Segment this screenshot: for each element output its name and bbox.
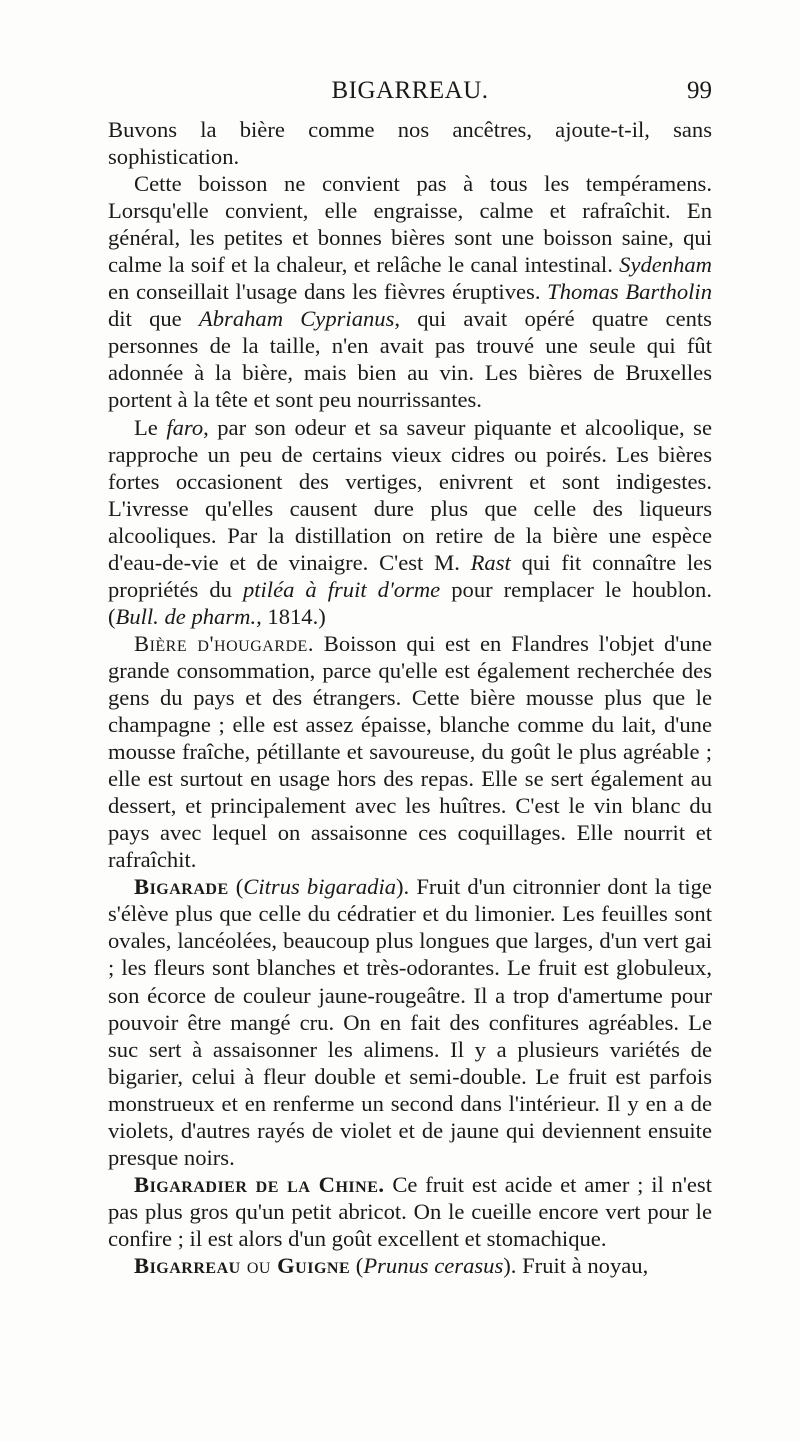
person-name-rast: Rast [470, 549, 511, 575]
entry-headword: Bigaradier de la Chine. [134, 1171, 385, 1197]
term-faro: faro [166, 414, 204, 440]
entry-text: Ce fruit est acide et amer ; il n'est pas plus gros qu'un petit abricot. On le cueille encore vert pour le confire ; il est alors d'un goût excellent et stomachique. [108, 1171, 712, 1251]
text-run: qui fit connaître les propriétés du [108, 549, 712, 602]
entry-text: Boisson qui est en Flandres l'objet d'une grande consommation, parce qu'elle est également recherchée des gens du pays et des étrangers. Cette bière mousse plus que le champagne ; elle est assez épaisse, blanche comme du lait, d'une mousse fraîche, pétillante et savoureuse, du goût le plus agréable ; elle est surtout en usage hors des repas. Elle se sert également au dessert, et principalement avec les huîtres. C'est le vin blanc du pays avec lequel on assaisonne ces coquillages. Elle nourrit et rafraîchit. [108, 630, 712, 873]
paragraph-faro [108, 414, 712, 630]
latin-name: Prunus cerasus [363, 1252, 504, 1278]
running-head [108, 77, 712, 107]
entry-bigaradier-chine [108, 1171, 712, 1252]
text-run: dit que [108, 306, 199, 332]
entry-headword: Bière d'hougarde. [134, 630, 314, 656]
entry-headword-alt: Guigne [277, 1252, 351, 1278]
entry-bigarade [108, 873, 712, 1171]
text-run: , par son odeur et sa saveur piquante et alcoolique, se rapproche un peu de certains vieux cidres ou poirés. Les bières fortes occasionent des vertiges, enivrent et sont indigestes. L'ivresse qu'elles causent dure plus que celle des liqueurs alcooliques. Par la distillation on retire de la bière une espèce d'eau-de-vie et de vinaigre. C'est M. [108, 414, 712, 575]
latin-name: Citrus bigaradia [243, 874, 397, 900]
page-number: 99 [687, 77, 712, 104]
person-name-sydenham: Sydenham [619, 252, 712, 278]
text-run: ou [240, 1252, 278, 1278]
paragraph-beer-temperament [108, 170, 712, 413]
entry-text: ). Fruit d'un citronnier dont la tige s'élève plus que celle du cédratier et du limonier. Les feuilles sont ovales, lancéolées, beaucoup plus longues que larges, d'un vert gai ; les fleurs sont blanches et très-odorantes. Le fruit est globuleux, son écorce de couleur jaune-rougeâtre. Il a trop d'amertume pour pouvoir être mangé cru. On en fait des confitures agréables. Le suc sert à assaisonner les alimens. Il y a plusieurs variétés de bigarier, celui à fleur double et semi-double. Le fruit est parfois monstrueux et en renferme un second dans l'intérieur. Il y en a de violets, d'autres rayés de violet et de jaune qui deviennent ensuite presque noirs. [108, 874, 712, 1170]
entry-headword: Bigarade [134, 874, 229, 900]
paragraph-continuation [108, 116, 712, 170]
text-run: Le [134, 414, 167, 440]
person-name-bartholin: Thomas Bartholin [547, 279, 712, 305]
text-run: pour remplacer le houblon. ( [108, 576, 712, 629]
text-run: ( [350, 1252, 364, 1278]
person-name-cyprianus: Abraham Cyprianus [198, 306, 395, 332]
entry-headword: Bigarreau [134, 1252, 241, 1278]
citation-bull-pharm: Bull. de pharm., [115, 603, 262, 629]
entry-biere-hougarde [108, 630, 712, 873]
text-run: en conseillait l'usage dans les fièvres éruptives. [108, 279, 548, 305]
text-run: ( [228, 874, 244, 900]
entry-bigarreau [108, 1252, 712, 1279]
running-title: BIGARREAU. [331, 77, 489, 104]
body-text [108, 116, 712, 1279]
entry-text: ). Fruit à noyau, [503, 1252, 649, 1278]
term-ptilea: ptiléa à fruit d'orme [242, 576, 441, 602]
text-run: Cette boisson ne convient pas à tous les tempéramens. Lorsqu'elle convient, elle engraisse, calme et rafraîchit. En général, les petites et bonnes bières sont une boisson saine, qui calme la soif et la chaleur, et relâche le canal intestinal. [108, 171, 712, 278]
text-run: , qui avait opéré quatre cents personnes de la taille, n'en avait pas trouvé une seule qui fût adonnée à la bière, mais bien au vin. Les bières de Bruxelles portent à la tête et sont peu nourrissantes. [108, 306, 712, 413]
paragraph-text: Buvons la bière comme nos ancêtres, ajoute-t-il, sans sophistication. [108, 117, 712, 170]
text-run: 1814.) [261, 603, 326, 629]
